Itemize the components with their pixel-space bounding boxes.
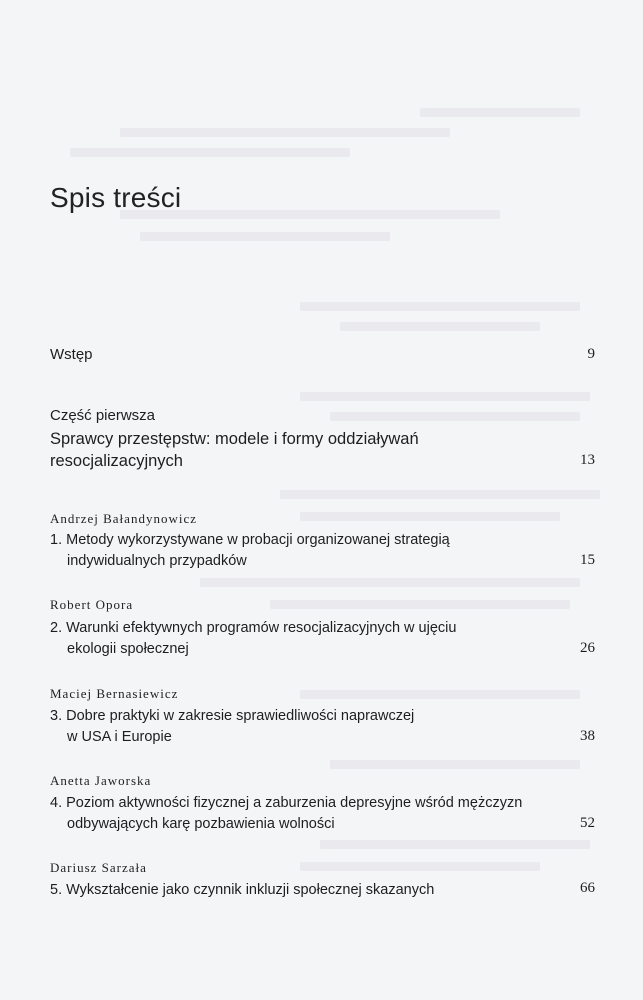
entry-title-line1: 2. Warunki efektywnych programów resocjalizacyjnych w ujęciu <box>50 620 457 636</box>
part-one-page-number: 13 <box>580 452 595 468</box>
entry-page-number: 38 <box>580 728 595 744</box>
part-one-title-line2: resocjalizacyjnych <box>50 452 183 470</box>
part-one-title[interactable] <box>50 428 419 472</box>
entry-title-line2: w USA i Europie <box>67 729 172 745</box>
entry-author: Anetta Jaworska <box>50 773 152 788</box>
entry-title-line1: 1. Metody wykorzystywane w probacji organizowanej strategią <box>50 532 450 548</box>
entry-title-line1: 5. Wykształcenie jako czynnik inkluzji społecznej skazanych <box>50 882 435 898</box>
toc-entry-4[interactable] <box>50 793 550 835</box>
entry-author: Maciej Bernasiewicz <box>50 686 179 701</box>
part-one-label: Część pierwsza <box>50 407 156 424</box>
entry-title-line2: indywidualnych przypadków <box>67 553 247 569</box>
toc-entry-5[interactable] <box>50 880 520 901</box>
toc-entry-3[interactable] <box>50 706 520 748</box>
intro-label: Wstęp <box>50 346 93 363</box>
entry-page-number: 52 <box>580 815 595 831</box>
toc-row-intro[interactable] <box>50 346 595 364</box>
entry-title-line2: odbywających karę pozbawienia wolności <box>67 816 335 832</box>
toc-entry-1[interactable] <box>50 530 520 572</box>
toc-entry-2[interactable] <box>50 618 520 660</box>
entry-title-line1: 4. Poziom aktywności fizycznej a zaburzenia depresyjne wśród mężczyzn <box>50 795 523 811</box>
entry-title-line1: 3. Dobre praktyki w zakresie sprawiedliwości naprawczej <box>50 708 415 724</box>
intro-page-number: 9 <box>587 346 595 362</box>
entry-author: Robert Opora <box>50 597 134 612</box>
entry-author: Andrzej Bałandynowicz <box>50 511 197 526</box>
entry-title-line2: ekologii społecznej <box>67 641 189 657</box>
entry-page-number: 15 <box>580 552 595 568</box>
entry-author: Dariusz Sarzała <box>50 860 147 875</box>
part-one-title-line1: Sprawcy przestępstw: modele i formy oddziaływań <box>50 430 419 448</box>
toc-title: Spis treści <box>50 182 182 213</box>
entry-page-number: 66 <box>580 880 595 896</box>
entry-page-number: 26 <box>580 640 595 656</box>
